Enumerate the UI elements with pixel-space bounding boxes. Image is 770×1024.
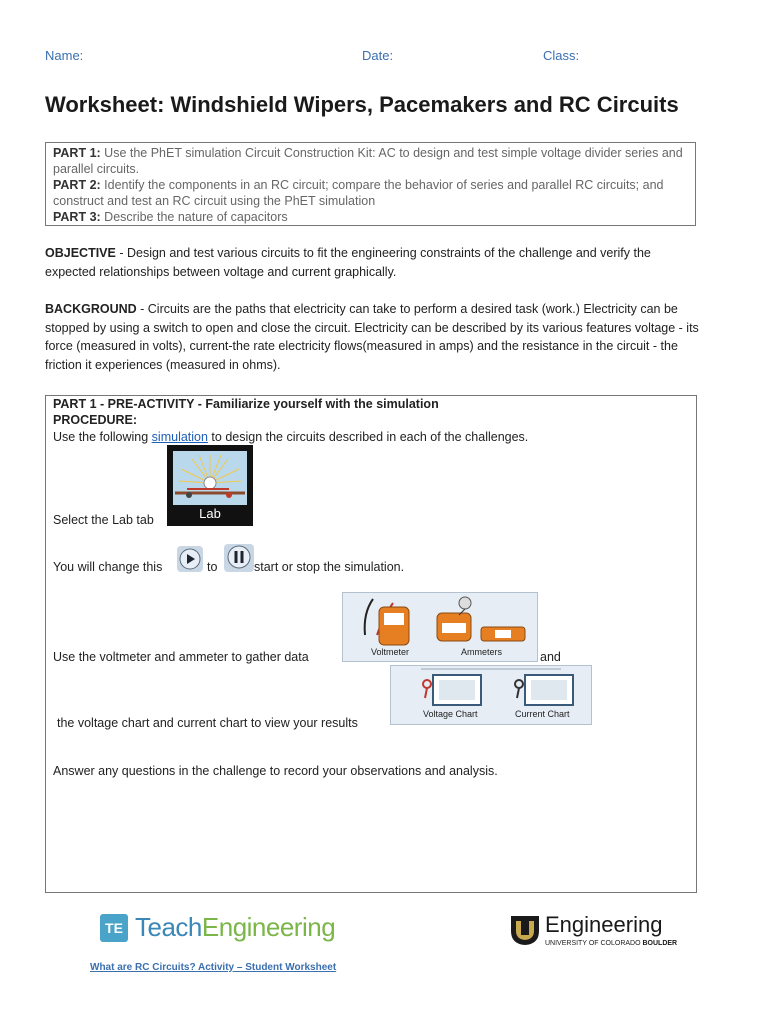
change-this-text: You will change this [53, 560, 163, 574]
current-chart-label: Current Chart [515, 709, 570, 719]
engineering-word: Engineering [201, 912, 336, 942]
answer-text: Answer any questions in the challenge to record your observations and analysis. [53, 764, 498, 778]
background-paragraph [45, 300, 705, 374]
pause-icon [224, 544, 254, 572]
voltage-chart-label: Voltage Chart [423, 709, 478, 719]
part-2-label: PART 2: [53, 178, 101, 192]
part-1-label: PART 1: [53, 146, 101, 160]
part-1-line [53, 145, 688, 177]
parts-box [45, 142, 696, 226]
part-2-text: Identify the components in an RC circuit; compare the behavior of series and parallel RC circuits; and construct and test an RC circuit using the PhET simulation [53, 178, 664, 208]
part-3-label: PART 3: [53, 210, 101, 224]
play-icon [177, 546, 203, 572]
objective-text: - Design and test various circuits to fit the engineering constraints of the challenge and verify the expected relationships between voltage and current graphically. [45, 246, 651, 279]
page-title: Worksheet: Windshield Wipers, Pacemakers and RC Circuits [45, 92, 679, 117]
part-3-text: Describe the nature of capacitors [104, 210, 288, 224]
teachengineering-logo-mark: TE [100, 914, 128, 942]
footer-link[interactable]: What are RC Circuits? Activity – Student Worksheet [90, 962, 337, 973]
part-2-line [53, 177, 688, 209]
pause-button[interactable] [224, 544, 254, 572]
charts-icon [391, 666, 593, 710]
teachengineering-logo [135, 912, 335, 943]
objective-paragraph [45, 244, 705, 281]
use-simulation-line [53, 430, 528, 444]
cu-university-line [545, 940, 677, 947]
start-stop-text: start or stop the simulation. [254, 560, 405, 574]
part1-heading: PART 1 - PRE-ACTIVITY - Familiarize yourself with the simulation [53, 397, 439, 411]
cu-boulder-text: BOULDER [642, 940, 678, 947]
and-text: and [540, 650, 561, 664]
select-lab-text: Select the Lab tab [53, 513, 154, 527]
background-text: - Circuits are the paths that electricity can take to perform a desired task (work.) Electricity can be stopped by using a switch to open and close the circuit. Electricity can be described by its various features voltage - its force (measured in volts), current-the rate electricity flows(measured in amps) and the resistance in the circuit - the friction it experiences (measured in ohms). [45, 302, 699, 372]
teach-word: Teach [135, 912, 202, 942]
part-1-text: Use the PhET simulation Circuit Construction Kit: AC to design and test simple voltage divider series and parallel circuits. [53, 146, 683, 176]
charts-panel-image[interactable] [390, 665, 592, 725]
meters-panel-image[interactable] [342, 592, 538, 662]
cu-logo-icon [508, 913, 542, 947]
lab-tab-image[interactable] [167, 445, 253, 526]
use-after-text: to design the circuits described in each of the challenges. [207, 430, 529, 444]
charts-text: the voltage chart and current chart to view your results [57, 716, 358, 730]
meters-icon [343, 593, 539, 649]
date-label: Date: [362, 48, 394, 63]
use-meters-text: Use the voltmeter and ammeter to gather data [53, 650, 309, 664]
cu-university-text: UNIVERSITY OF COLORADO [545, 940, 643, 947]
to-text: to [207, 560, 218, 574]
use-before-text: Use the following [53, 430, 152, 444]
background-label: BACKGROUND [45, 302, 137, 316]
procedure-label: PROCEDURE: [53, 413, 138, 427]
play-button[interactable] [177, 546, 203, 572]
lab-tab-label: Lab [199, 506, 221, 521]
part-3-line [53, 209, 688, 225]
class-label: Class: [543, 48, 580, 63]
cu-engineering-title: Engineering [545, 912, 663, 937]
ammeters-label: Ammeters [461, 647, 503, 657]
name-label: Name: [45, 48, 84, 63]
simulation-link[interactable]: simulation [151, 430, 208, 444]
objective-label: OBJECTIVE [45, 246, 116, 260]
voltmeter-label: Voltmeter [371, 647, 410, 657]
